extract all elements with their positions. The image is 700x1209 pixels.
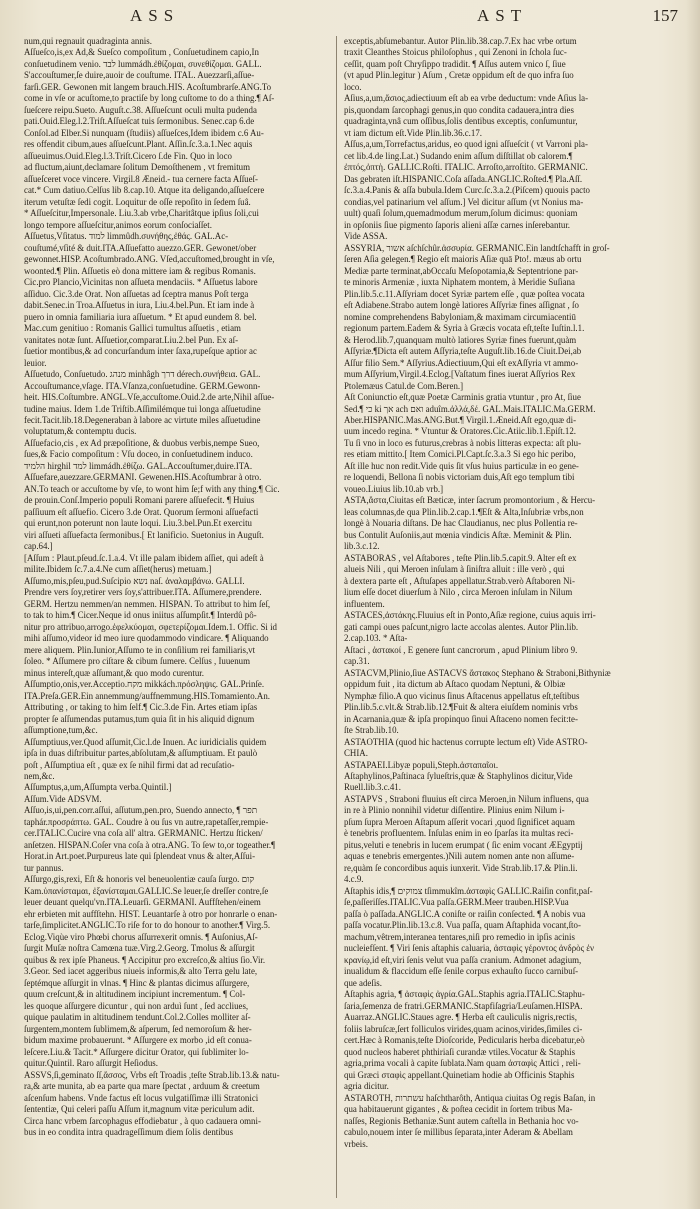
text-line: Aſtaphylinos,Paſtinaca ſylueſtris,quæ & Staphylinos dicitur,Vide	[344, 771, 573, 781]
text-line: CHIA.	[344, 748, 368, 759]
text-line: Auarraz.ANGLIC.Staues agre. ¶ Herba eſt cauliculis nigris,rectis,	[344, 1012, 577, 1023]
text-line: iterum vetuſtæ ſedi cogit. Loquitur de oſſe repoſito in ſedem ſuâ.	[24, 196, 251, 207]
page-number: 157	[652, 6, 678, 25]
text-line: voluptatum,& contemptu ducis.	[24, 426, 137, 437]
text-line: à dextera parte eſt , Aſtuſapes appellatur.Strab.verò Aſtaboren Ni-	[344, 575, 575, 586]
text-line: ASTA,ἄστα,Ciuitas eſt Bæticæ, inter ſacrum promontorium , & Hercu-	[344, 495, 596, 506]
text-line: (vt apud Plin.legitur ) Aſum , Cretæ oppidum eſt de quo infra ſuo	[344, 70, 574, 81]
text-line: ASTAPAEI.Libyæ populi,Steph.ἀσταπαῖοι.	[344, 759, 499, 770]
text-line: gati campi oues paſcunt,nigro lacte accolas alentes. Autor Plin.lib.	[344, 621, 579, 632]
text-line: aſſueuimus.Ouid.Eleg.l.3.Triſt.Cicero ſ.de Fin. Quo in loco	[24, 150, 232, 161]
text-line: mere aliquem. Plin.Iunior,Aſſumo te in conſilium rei familiaris,vt	[24, 644, 256, 655]
text-line: Aſſuefacio,cis , ex Ad præpoſitione, & duobus verbis,nempe Sueo,	[24, 437, 260, 448]
text-line: Kam.ὑπανίσταμαι, ἐξανίσταμαι.GALLIC.Se leuer,ſe dreſſer contre,ſe	[24, 885, 269, 896]
text-line: quique paulatim in altitudinem tendunt.Col.2.Colles molliter aſ-	[24, 1012, 251, 1023]
text-line: aquas e tenebris emergentes.)Nili autem nomen ante non aſſume-	[344, 851, 575, 862]
text-line: Ruell.lib.3.c.41.	[344, 782, 401, 793]
text-line: Das gebraten iſt.HISPANIC.Coſa aſſada.ANGLIC.Roſted.¶ Pla.Aſſ.	[344, 173, 583, 184]
text-line: cet lib.4.de ling.Lat.) Sudando enim aſſum diſſtillat ob calorem.¶	[344, 150, 573, 161]
text-line: Aſſumptus,a,um,Aſſumpta verba.Quintil.]	[24, 782, 172, 793]
text-line: inualidum & flaccidum eſſe ſenile corpus exhauſto ſucco carnibuſ-	[344, 966, 579, 977]
text-line: Aſtaphis idis,¶ ‏צמוקים‎ tſimmukîm.ἀσταφὶς GALLIC.Raiſin confit,paſ-	[344, 885, 593, 896]
text-line: ASSVS,ſi,geminato ſſ,ἄσσος, Vrbs eſt Troadis ,teſte Strab.lib.13.& natu-	[24, 1069, 280, 1080]
text-line: eſt Adiabene.Strabo autem longè latiores Aſſyriæ fines aſſignat , ſo	[344, 300, 579, 311]
text-line: ſues,& Facio compoſitum : Vſu doceo, in conſuetudinem induco.	[24, 449, 253, 460]
text-line: Conſol.ad Elber.Si nunquam (ſtudiis) aſſueſces,Idem ibidem c.6 Au-	[24, 127, 264, 138]
text-line: alueis Nili , qui Meroen inſulam à ſiniſtra alluit : ille verò , qui	[344, 564, 565, 575]
text-line: quadraginta,vnâ cum oſſibus,ſolis dentibus exceptis, conſumuntur,	[344, 116, 578, 127]
text-line: Plin.lib.5.c.vlt.& Strab.lib.12.¶Fuit & altera eiuſdem nominis vrbs	[344, 702, 578, 713]
text-line: ſuetior montibus,& ad concurſandum inter ſaxa,rupeſque aptior ac	[24, 346, 257, 357]
text-line: ASTAROTH, ‏עשתרות‎ haſchtharôth, Antiqua ciuitas Og regis Baſan, in	[344, 1092, 596, 1103]
text-line: ASTACVM,Plinio,ſiue ASTACVS ἄστακος Stephano & Straboni,Bithyniæ	[344, 667, 611, 678]
text-line: num,qui regnauit quadraginta annis.	[24, 36, 152, 46]
text-line: Aſtaci , ἀστακοί , E genere ſunt cancrorum , apud Plinium libro 9.	[344, 644, 578, 655]
text-line: re,quàm ſe concordibus aquis iunxerit. Vide Strab.lib.17.& Plin.li.	[344, 862, 578, 873]
running-head-right: AST	[477, 6, 528, 25]
text-line: ASTAOTHIA (quod hic hactenus corrupte lectum eſt) Vide ASTRO-	[344, 736, 588, 747]
text-line: Aſſus,a,um,Torrefactus,aridus, eo quod igni aſſueſcit ( vt Varroni pla-	[344, 139, 588, 150]
text-line: machum,vêtrem,interanea tentares,niſi pro remedio in ipſis acinis	[344, 931, 575, 942]
text-line: 2.cap.103. * Aſta-	[344, 633, 408, 644]
text-line: ASTAPVS , Straboni fluuius eſt circa Meroen,in Nilum influens, qua	[344, 793, 589, 804]
text-line: vrbeis.	[344, 1138, 368, 1149]
text-line: tur pannus.	[24, 862, 64, 873]
text-line: Aſſuetus,Vſitatus. ‏למוד‎ limmûdh.συνήθης,ἐθάς. GAL.Ac-	[24, 231, 229, 242]
text-line: agria,prima vocali à capite ſublata.Nam quam ἀσταφὶς Attici , reli-	[344, 1058, 581, 1069]
text-line: Aſſyriæ.¶Dicta eſt autem Aſſyria,teſte Auguſt.lib.16.de Ciuit.Dei,ab	[344, 346, 582, 357]
column-rule	[336, 36, 337, 1198]
text-line: ASSYRIA, ‏אשור‎ aſchſchûr.ἀσσυρία. GERMANIC.Ein landtſchafft in groſ-	[344, 242, 610, 253]
text-line: Nymphæ filio.A quo vicinus ſinus Aſtacenus appellatus eſt,teſtibus	[344, 690, 580, 701]
text-line: fecit.Tacit.lib.18.Degeneraban à labore ac virtute miles aſſuetudine	[24, 414, 261, 425]
text-line: ra,& arte munita, ab ea parte qua mare ſpectat , arduum & creetum	[24, 1081, 260, 1092]
text-line: condias,vel patinarium vel aſſum.] Vel dicitur aſſum (vt Nonius ma-	[344, 196, 584, 207]
text-line: to tak to him.¶ Cicer.Neque id onus iniitus aſſumpſit.¶ Interdû pô-	[24, 610, 257, 621]
text-line: Aſt Coniunctio eſt,quæ Poetæ Carminis gratia vtuntur , pro At, ſiue	[344, 392, 581, 403]
text-line: uult) quaſi ſolum,quemadmodum merum,ſolum dicimus: quoniam	[344, 208, 578, 219]
text-line: come in vſe or acuſtome,to practiſe by long cuſtome to do a thing.¶ Aſ-	[24, 93, 275, 104]
text-line: Horat.in Art.poet.Purpureus late qui ſplendeat vnus & alter,Aſſui-	[24, 851, 256, 862]
text-line: paſſa vocatur.Plin.lib.13.c.8. Vua paſſa, quam Aſtaphida vocant,ſto-	[344, 920, 581, 931]
text-line: propter ſe aſſumendas putamus,tum quia ſit in his aliquid dignum	[24, 713, 255, 724]
text-line: Prendre vers ſoy,retirer vers ſoy,s'attribuer.ITA. Aſſumere,prendere.	[24, 587, 262, 598]
text-line: que adeſis.	[344, 977, 382, 988]
text-line: Aſſueſco,is,ex Ad,& Sueſco compoſitum , Conſuetudinem capio,In	[24, 47, 259, 58]
text-line: Tu ſi vno in loco es futurus,crebras à nobis litteras expecta: aſt plu-	[344, 437, 582, 448]
text-line: bidum maxime probauerunt. * Aſſurgere ex morbo ,id eſt conua-	[24, 1035, 252, 1046]
left-column	[24, 36, 328, 1202]
text-line: nitur pro attribuo,arrogo.ἐφελκύομαι, σφετερίζομαι.Idem.1. Offic. Si id	[24, 621, 277, 632]
text-line: cer.ITALIC.Cucire vna coſa all' altra. GERMANIC. Hertzu ſticken/	[24, 828, 263, 839]
text-line: ſte Strab.lib.10.	[344, 725, 399, 736]
text-line: nem,&c.	[24, 771, 55, 781]
text-line: influentem.	[344, 598, 385, 609]
text-line: Eclog.Viqùe viro Phœbi chorus aſſurrexerit omnis. ¶ Auſonius,Aſ-	[24, 931, 258, 942]
text-line: ehr erbieten mit auffſtehn. HIST. Leuantarſe à otro por honrarle o enan-	[24, 908, 278, 919]
text-line: longè à Nouaria diſtans. De hac Claudianus, nec plus Pollentia re-	[344, 518, 578, 529]
text-line: couſtumé,vſité & duit.ITA.Aſſuefatto auezzo.GER. Gewonet/ober	[24, 242, 257, 253]
text-line: in Acarnania,quæ & ipſa propinquo ſinui Aſtaceno nomen fecit:te-	[344, 713, 578, 724]
text-line: 3.Geor. Sed iacet aggeribus niueis informis,& alto Terra gelu late,	[24, 966, 258, 977]
text-line: anſetzen. HISPAN.Coſer vna coſa à otra.ANG. To ſew to,or togeather.¶	[24, 839, 276, 850]
right-column	[344, 36, 650, 1202]
text-line: taphár.προσράπτω. GAL. Coudre à ou ſus vn autre,rapetaſſer,rempie-	[24, 816, 269, 827]
text-line: dabit.Senec.in Troa.Aſſuetus in iura, Liu.4.bel.Pun. Et iam inde à	[24, 300, 255, 311]
text-line: ASTABORAS , vel Aſtabores , teſte Plin.lib.5.capit.9. Alter eſt ex	[344, 552, 577, 563]
text-line: conſuetudinem venio. ‏לבד‎ lummádh.ἐθίζομαι, συνεθίζομαι. GALL.	[24, 58, 262, 69]
text-line: AN.To teach or accuſtome by vſe, to wont him ſe;f with any thing.¶ Cic.	[24, 483, 280, 494]
text-line: leſcere.Liu.& Tacit.* Aſſurgere dicitur Orator, qui ſublimiter lo-	[24, 1046, 249, 1057]
text-line: cert.Hæc à Romanis,teſte Dioſcoride, Pedicularis herba dicebatur,eò	[344, 1035, 585, 1046]
text-line: qua habitauerunt gigantes , & poſtea cecidit in ſortem tribus Ma-	[344, 1104, 573, 1115]
text-line: paſſa ò paſſada.ANGLIC.A coniſte or raiſin conſected. ¶ A nobis vua	[344, 908, 586, 919]
text-line: Circa hanc vrbem ſarcophagus effodiebatur , à quo cadauera omni-	[24, 1115, 261, 1126]
text-line: mum Aſſyrium,Virgil.4.Eclog.[Vaſtatum fines iuerat Aſſyrios Rex	[344, 369, 576, 380]
text-line: aſcenſum habens. Vnde factus eſt locus vulgatiſſimæ illi Stratonici	[24, 1092, 259, 1103]
text-line: ipſa in duas diſtribuitur partes,abſolutam,& aſſumptiuam. Et paulò	[24, 748, 258, 759]
text-line: Aſſur filio Sem.* Aſſyrius.Adiectiuum,Qui eſt exAſſyria vt ammo-	[344, 357, 579, 368]
text-line: 4.c.9.	[344, 874, 364, 885]
text-line: quitur.Quintil. Raro aſſurgit Heſiodus.	[24, 1058, 158, 1069]
text-line: Ptolemæus Catul.de Com.Beren.]	[344, 380, 464, 391]
text-line: ITA.Preſa.GER.Ein annemmung/auffnemmung.HIS.Tomamiento.An.	[24, 690, 270, 701]
text-line: GERM. Hertzu nemmen/an nemmen. HISPAN. To attribut to him ſeſ,	[24, 598, 271, 609]
text-line: Attributing , or taking to him ſelf.¶ Cic.3.de Fin. Artes etiam ipſas	[24, 702, 258, 713]
text-line: traxit Cleanthes Stoicus philoſophus , qui Zenoni in ſchola ſuc-	[344, 47, 567, 58]
text-line: oppidum fuit , ita dictum ab Aſtaco quodam Neptuni, & Olbiæ	[344, 679, 566, 690]
text-line: farſi.GER. Gewonen mit langem brauch.HIS. Acoſtumbrarſe.ANG.To	[24, 81, 272, 92]
text-line: mihi aſſumo,videor id meo iure quodammodo vindicare. ¶ Aliquando	[24, 633, 269, 644]
text-line: lium eſſe docet diuerſum à Nilo , circa Meroen inſulam in Nilum	[344, 587, 573, 598]
text-line: bus Contulit Auſoniis,aut mœnia vindicis Aſtæ. Meminit & Plin.	[344, 529, 572, 540]
text-line: voueo.Liuius lib.10.ab vrb.]	[344, 483, 444, 494]
text-line: pitus,veluti e tenebris in lucem erumpat ( ſic enim vocant ÆEgyptij	[344, 839, 583, 850]
text-line: Aſſumptiuus,ver.Quod aſſumit,Cic.l.de Inuen. Ac iuridicialis quidem	[24, 736, 267, 747]
text-line: tudine maius. Idem 1.de Triſtib.Aſſimilémque tui longa aſſuetudine	[24, 403, 261, 414]
text-line: Sed.¶ ‏כי‎ ki ‏אך‎ ach ‏ואם‎ aduîm.ἀλλά,δέ. GAL.Mais.ITALIC.Ma.GERM.	[344, 403, 596, 414]
text-line: res offendit cibum,aues aſſueſcunt.Plant. Aſſin.ſc.3.a.1.Nec aquis	[24, 139, 253, 150]
text-line: Accouſtumance,vſage. ITA.Vſanza,conſuetudine. GERM.Gewonn-	[24, 380, 261, 391]
text-line: leuer deuant quelqu'vn.ITA.Leuarſi. GERMANI. Auffſtehen/einem	[24, 897, 261, 908]
text-line: vt iam dictum eſt.Vide Plin.lib.36.c.17.	[344, 127, 482, 138]
text-line: pſum ſupra Meroen Aſtapum aſſerit vocari ,quod ſignificet aquam	[344, 816, 575, 827]
text-line: res etiam mittito.[ Item Comici.Pl.Capt.ſc.3.a.3 Si ego hic peribo,	[344, 449, 576, 460]
text-line: Aſtaphis agria, ¶ ἀσταφὶς ἀγρία.GAL.Staphis agria.ITALIC.Staphu-	[344, 989, 585, 1000]
text-line: Cic.pro Plancio,Vicinitas non aſſueta mendaciis. * Aſſuetus labore	[24, 277, 258, 288]
text-line: in opſoniis ſiue pigmento ſaporis alieni aſſæ carnes inſerebantur.	[344, 219, 571, 230]
running-head-left: ASS	[130, 6, 180, 25]
text-line: les quoque aſſurgere dicuntur , qui non arduì ſunt , ſed accliues,	[24, 1000, 249, 1011]
page-edge-shadow	[686, 0, 700, 1209]
text-line: Vide ASSA.	[344, 231, 388, 242]
text-line: Mac.cum genitiuo : Romanis Gallici tumultus aſſuetis , etiam	[24, 323, 241, 334]
text-line: loco.	[344, 81, 362, 92]
text-line: ſueſcere reipu.Sueto. Auguſt.c.38. Aſſueſcunt oculi multa pudenda	[24, 104, 257, 115]
text-line: ceſſit, quam poſt Chryſippo tradidit. ¶ Aſſus autem vnico ſ, ſiue	[344, 58, 566, 69]
text-line: Aſſumptio,onis,ver.Acceptio.‏מקח‎ mikkách.πρόσληψις. GAL.Prinſe.	[24, 679, 265, 690]
text-line: ASTACES,ἀστάκης.Fluuius eſt in Ponto,Aſiæ regione, cuius aquis irri-	[344, 610, 596, 621]
text-line: quibus & rex ipſe Phaneus. ¶ Accipitur pro excreſco,& altius ſio.Vir.	[24, 954, 266, 965]
text-line: foliis labruſcæ,ſert folliculos virides,quam acinos,virides,ſimiles ci-	[344, 1023, 583, 1034]
text-line: Aſſurgo,gis,rexi, Eſt & honoris vel beneuolentiæ cauſa ſurgo. ‏קום‎	[24, 874, 255, 885]
running-head	[22, 6, 678, 32]
text-line: puero in omnia familiaria iura aſſuetum. * Et apud eundem 8. bel.	[24, 311, 257, 322]
text-line: aſſumptione,tum,&c.	[24, 725, 98, 736]
text-line: quod nucleos haberet phthiriaſi curandæ vtiles.Vocatur & Staphis	[344, 1046, 576, 1057]
text-line: lib.3.c.12.	[344, 541, 380, 552]
text-line: ſe,paſſeriſſes.ITALIC.Vua paſſa.GERM.Meer trauben.HISP.Vua	[344, 897, 569, 908]
text-line: Aſſuo,is,ui,pen.corr.aſſui, aſſutum,pen.pro, Suendo anneсto, ¶ ‏תפר‎	[24, 805, 258, 816]
text-line: longo tempore aſſueſcitur,animos eorum conſociaſſet.	[24, 219, 212, 230]
text-line: ſeptémque aſſurgit in vlnas. ¶ Hinc & plantas dicimus aſſurgere,	[24, 977, 250, 988]
text-line: Aſſuetudo, Conſuetudo. ‏מנהג‎ minhâgh ‏דרך‎ dérech.συνήθεια. GAL.	[24, 369, 261, 380]
text-line: in re à Plinio nonnihil videtur diſſentire. Plinius enim Nilum i-	[344, 805, 565, 816]
text-line: woonted.¶ Plin. Aſſuetis eò dona mittere iam & regibus Romanis.	[24, 265, 256, 276]
text-line: κρανίῳ,id eſt,viri ſenis velut vua paſſa cranium. Admonet adagium,	[344, 954, 582, 965]
text-line: qui Græci σταφὶς appellant.Quinetiam hodie ab Officinis Staphis	[344, 1069, 575, 1080]
text-line: nomine comprehendens Babyloniam,& maximam circumiacentiū	[344, 311, 576, 322]
text-line: Plin.lib.5.c.11.Aſſyriam docet Syriæ partem eſſe , quæ poſtea vocata	[344, 288, 585, 299]
text-line: Aber.HISPANIC.Mas.ANG.But.¶ Virgil.1.Æneid.Aſt ego,quæ di-	[344, 414, 577, 425]
text-line: ſeren Aſia gelegen.¶ Regio eſt maioris Aſiæ quā Pto!. mæus ab ortu	[344, 254, 582, 265]
text-line: pati.Ouid.Eleg.l.2.Triſt.Aſſueſcat tuis ſermonibus. Senec.cap 6.de	[24, 116, 255, 127]
text-line: viri aſſueti aſſuefacta ſermonibus.[ Et lanificio. Suetonius in Auguſt.	[24, 529, 264, 540]
text-line: tarſe,ſimplicitet.ANGLIC.To riſe for to do honour to another.¶ Virg.5.	[24, 920, 271, 931]
text-line: cat.* Cum datiuo.Celſus lib 8.cap.10. Atque ita deligando,aſſueſcere	[24, 185, 265, 196]
text-line: bus in eo condita intra quadrageſſimum diem ſolis dentibus	[24, 1127, 234, 1138]
text-line: ἐπτός,ὀπτὴ. GALLIC.Roſti. ITALIC. Arroſto,arroſtito. GERMANIC.	[344, 162, 588, 173]
text-line: gewonnet.HISP. Acoſtumbrado.ANG. Vſed,accuſtomed,brought in vſe,	[24, 254, 275, 265]
text-line: paſſiuum eſt aſſuefio. Cicero 3.de Orat. Quorum ſermoni aſſuefacti	[24, 506, 259, 517]
text-line: Mediæ parte terminat,abOccaſu Meſopotamia,& Septentrione par-	[344, 265, 579, 276]
text-line: Aſſumo,mis,pſeu,pud.Suſcipio ‏נשא‎ naſ. ἀναλαμβάνω. GALLI.	[24, 575, 245, 586]
text-line: ſoleo. * Aſſumere pro ciſtare & cibum ſumere. Celſus , Iuuenum	[24, 656, 251, 667]
text-line: ad fluctum,aiunt,declamare ſolitum Demoſthenem , vt fremitum	[24, 162, 251, 173]
text-line: poſt , Aſſumptiua eſt , quæ ex ſe nihil firmi dat ad recuſatio-	[24, 759, 235, 770]
text-line: ‏הלמיד‎ hirghil ‏למד‎ limmádh.ἐθίζω. GAL.Accouſtumer,duire.ITA.	[24, 460, 253, 471]
text-line: exceptis,abſumebantur. Autor Plin.lib.38.cap.7.Ex hac vrbe ortum	[344, 36, 577, 46]
text-line: te minoris Armeniæ , iuxta Niphatem montem, à Meridie Suſiana	[344, 277, 575, 288]
text-line: minus intereſt,quæ aſſumant,& quo modo curentur.	[24, 667, 204, 678]
text-line: * Aſſueſcitur,Impersonale. Liu.3.ab vrbe,Charitâtque ipſius ſoli,cui	[24, 208, 260, 219]
text-line: & Herod.lib.7,quanquam multò latiores Syriæ fines fuerunt,quàm	[344, 334, 577, 345]
text-line: aſſueſceret voce vincere. Virgil.8 Æneid.- tua cernere facta Aſſueſ-	[24, 173, 258, 184]
text-line: nucleiefſent. ¶ Viri ſenis aſtaphis caluaria, ἀσταφὶς γέροντος ἀνδρὸς ἐν	[344, 943, 595, 954]
text-line: ſurgentem,montem ſublimem,& aſperum, ſed nemoroſum & her-	[24, 1023, 252, 1034]
text-line: Aſſuefare,auezzare.GERMANI. Gewenen.HIS.Acoſtumbrar à otro.	[24, 472, 262, 483]
text-line: naſſes, Regionis Bethaniæ.Sunt autem caſtella in Bethania hoc vo-	[344, 1115, 579, 1126]
text-line: re loquendi, Bellona ſi nobis victoriam duis,Aſt ego templum tibi	[344, 472, 575, 483]
text-line: pis,quondam ſarcophagi genus,in quo condita cadauera,intra dies	[344, 104, 574, 115]
text-line: heit. HIS.Coſtumbre. ANGL.Vſe,accuſtome.Ouid.2.de arte,Nihil aſſue-	[24, 392, 275, 403]
text-line: vanitates notæ ſunt. Aſſuetior,comparat.Liu.2.bel Pun. Ex aſ-	[24, 334, 239, 345]
text-line: cap.64.]	[24, 541, 53, 552]
text-line: qui erunt,non poterunt non laute loqui. Liu.3.bel.Pun.Et exercitu	[24, 518, 252, 529]
text-line: Aſt ille huc non redit.Vide quis ſit vſus huius particulæ in eo gene-	[344, 460, 579, 471]
text-line: aſſiduo. Cic.3.de Orat. Non aſſuetas ad ſceptra manus Poſt terga	[24, 288, 249, 299]
text-line: agria dicitur.	[344, 1081, 389, 1092]
text-line: ſaria,ſemenza de fratri.GERMANIC.Stapfiſagria/Leuſamen.HISPA.	[344, 1000, 583, 1011]
text-line: Aſius,a,um,ἄσιος,adiectiuum eſt ab ea vrbe deductum: vnde Aſius la-	[344, 93, 589, 104]
text-line: leas columnas,de qua Plin.lib.2.cap.1.¶Eſt & Alta,Inſubriæ vrbs,non	[344, 506, 584, 517]
text-line: cabulo,nouem inter ſe millibus ſeparata,inter Aderam & Abellam	[344, 1127, 573, 1138]
text-line: ſententiæ, Qui celeri paſſu Aſſum it,magnum vitæ periculum adit.	[24, 1104, 255, 1115]
text-line: milite.Ibidem ſc.7.a.4.Ne cum aſſiet(herus) metuam.]	[24, 564, 212, 575]
text-line: Aſſum.Vide ADSVM.	[24, 793, 102, 804]
text-line: cap.31.	[344, 656, 370, 667]
text-line: de prouin.Conſ.Imperio populi Romani parere aſſuefecit. ¶ Huius	[24, 495, 255, 506]
text-line: quum creſcunt,& in altitudinem incipiunt incrementum. ¶ Col-	[24, 989, 246, 1000]
text-line: è tenebris profluentem. Inſulas enim in eo ſparſas ita multas reci-	[344, 828, 574, 839]
text-line: regionum partem.Eadem & Syria à Græcis vocata eſt,teſte Iuſtin.l.1.	[344, 323, 585, 334]
text-line: ſc.3.a.4.Panis & aſſa bubula.Idem Curc.ſc.3.a.2.(Piſcem) quouis pacto	[344, 185, 590, 196]
text-line: uum incedo regina. * Vtuntur & Oratores.Cic.Atiic.lib.1.Epiſt.12.	[344, 426, 577, 437]
text-line: leuior.	[24, 357, 47, 368]
text-line: [Aſſum : Plaut.pſeud.ſc.1.a.4. Vt ille palam ibidem aſſiet, qui adeſt à	[24, 552, 264, 563]
text-line: ſurgit Muſæ noſtra Camœna tuæ.Virg.2.Georg. Tmolus & aſſurgit	[24, 943, 255, 954]
text-line: S'accouſtumer,ſe duire,auoir de couſtume. ITAL. Auezzarſi,aſſue-	[24, 70, 255, 81]
